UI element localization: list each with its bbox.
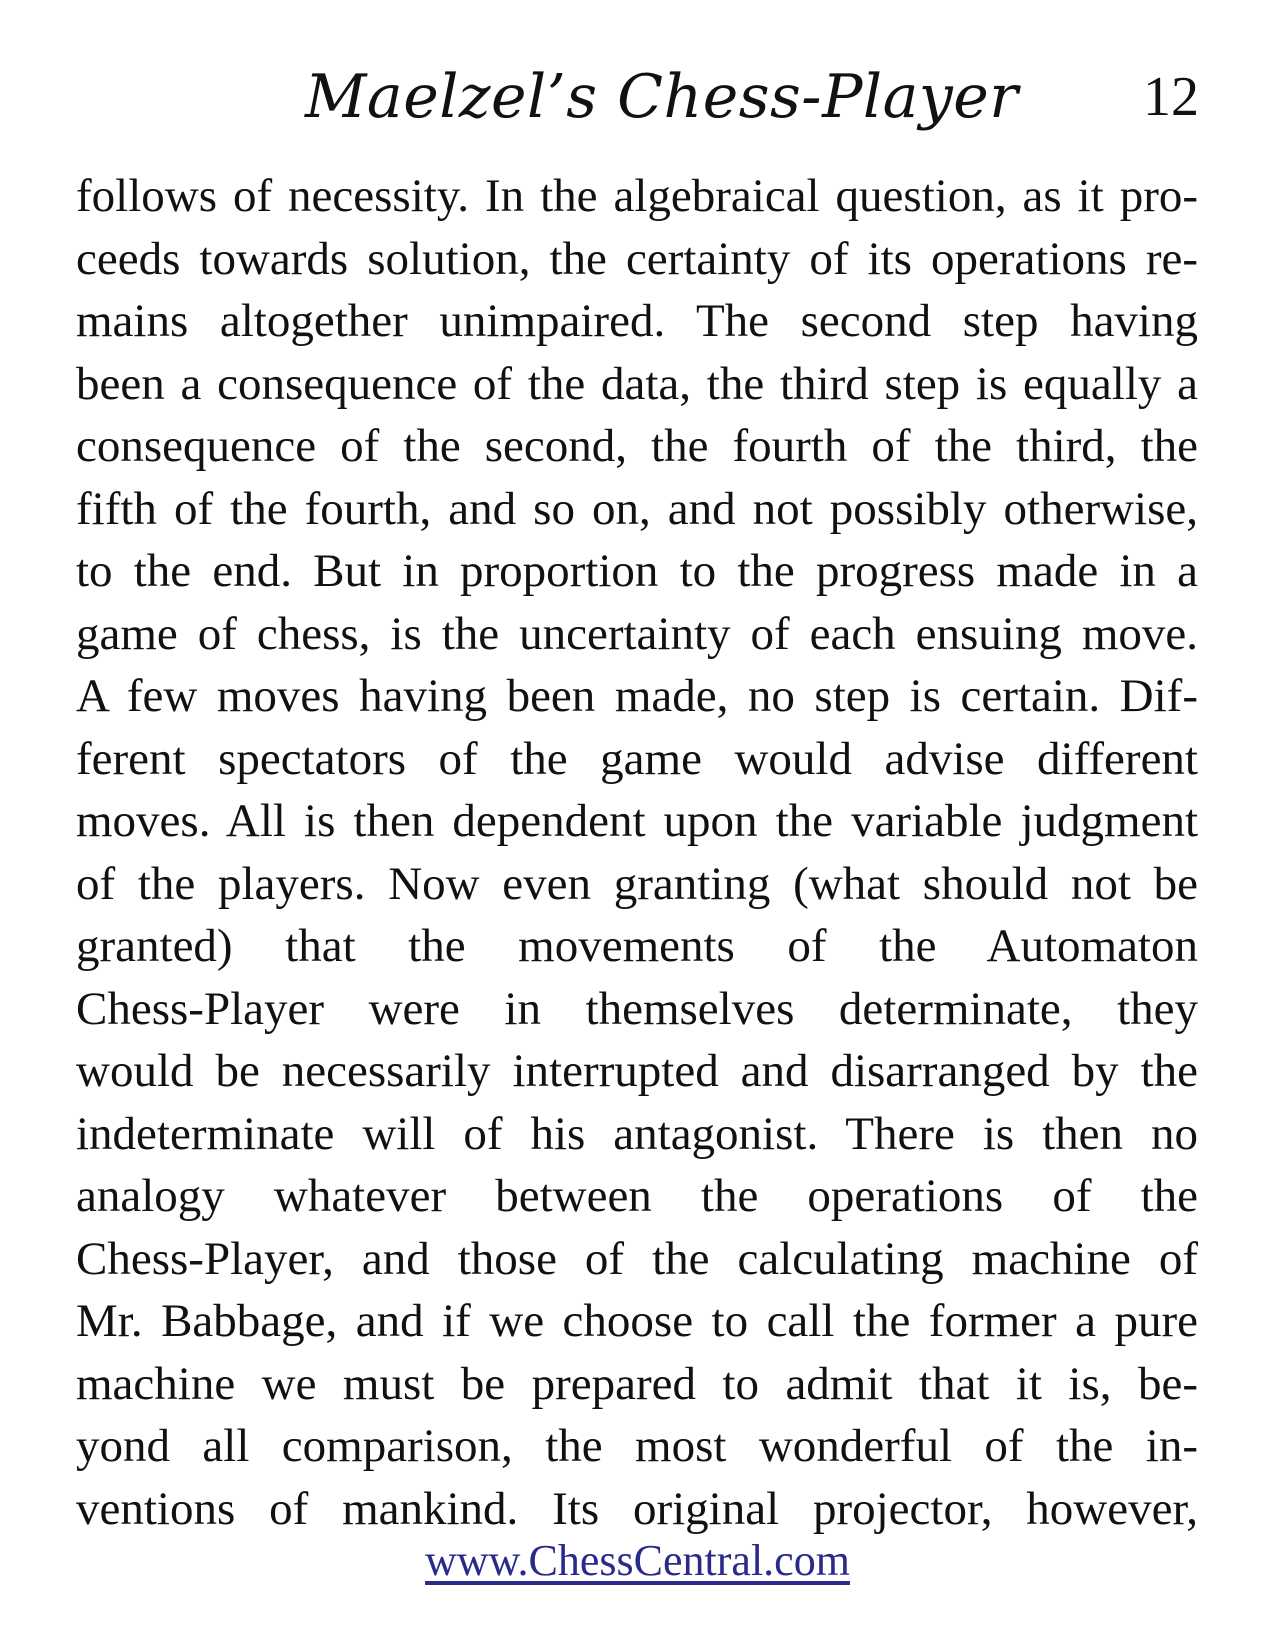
text-line: machine we must be prepared to admit that it is, be- bbox=[76, 1357, 1198, 1410]
text-line: Chess-Player, and those of the calculating machine of bbox=[76, 1232, 1198, 1285]
text-line: Chess-Player were in themselves determinate, they bbox=[76, 982, 1198, 1035]
text-line: mains altogether unimpaired. The second step having bbox=[76, 295, 1198, 347]
text-line: ceeds towards solution, the certainty of its operations re- bbox=[76, 232, 1198, 285]
text-line: A few moves having been made, no step is certain. Dif- bbox=[76, 670, 1198, 722]
website-link[interactable]: www.ChessCentral.com bbox=[425, 1536, 850, 1585]
text-line: consequence of the second, the fourth of the third, the bbox=[76, 420, 1198, 472]
text-line: follows of necessity. In the algebraical question, as it pro- bbox=[76, 170, 1198, 222]
text-line: moves. All is then dependent upon the variable judgment bbox=[76, 795, 1198, 847]
text-line: Mr. Babbage, and if we choose to call the former a pure bbox=[76, 1295, 1198, 1347]
page-header bbox=[0, 52, 1275, 142]
page-number: 12 bbox=[1143, 66, 1199, 128]
text-line: ventions of mankind. Its original projector, however, bbox=[76, 1482, 1198, 1535]
text-line: fifth of the fourth, and so on, and not possibly otherwise, bbox=[76, 482, 1198, 535]
text-line: to the end. But in proportion to the progress made in a bbox=[76, 545, 1198, 597]
text-line: been a consequence of the data, the third step is equally a bbox=[76, 357, 1198, 410]
body-text bbox=[76, 165, 1198, 1540]
page-title: Maelzel’s Chess-Player bbox=[305, 62, 1019, 132]
page-footer bbox=[0, 1535, 1275, 1586]
text-line: of the players. Now even granting (what should not be bbox=[76, 857, 1198, 910]
text-line: would be necessarily interrupted and disarranged by the bbox=[76, 1045, 1198, 1097]
text-line: analogy whatever between the operations of the bbox=[76, 1170, 1198, 1222]
text-line: game of chess, is the uncertainty of each ensuing move. bbox=[76, 607, 1198, 660]
text-line: indeterminate will of his antagonist. There is then no bbox=[76, 1107, 1198, 1160]
text-line: ferent spectators of the game would advise different bbox=[76, 732, 1198, 785]
text-line: granted) that the movements of the Automaton bbox=[76, 920, 1198, 972]
text-line: yond all comparison, the most wonderful of the in- bbox=[76, 1420, 1198, 1472]
